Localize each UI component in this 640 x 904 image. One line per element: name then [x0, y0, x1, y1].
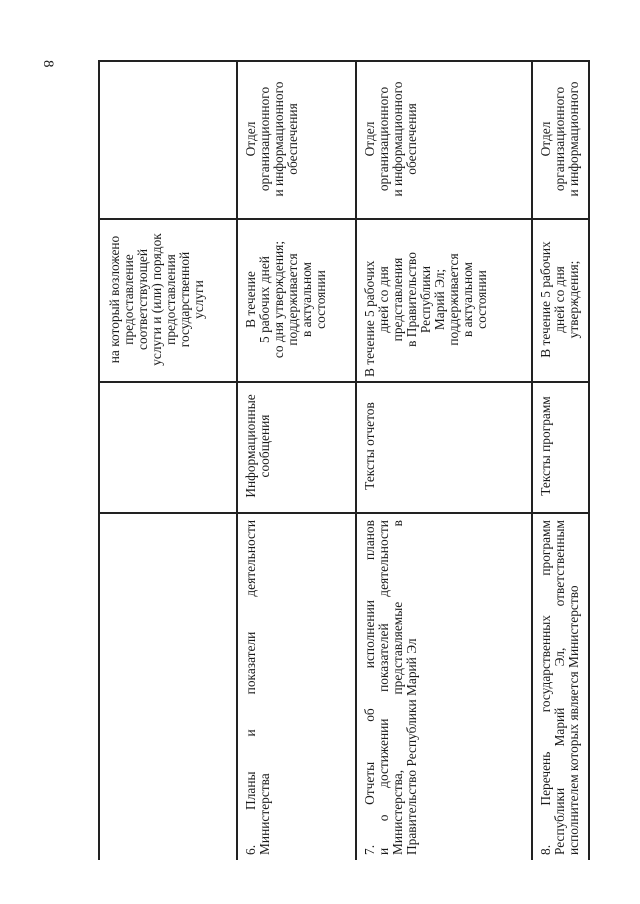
cell-line: организационного	[257, 86, 272, 192]
cell-type	[244, 386, 272, 506]
cell-line: организационного	[552, 86, 567, 192]
cell-line: и информационного	[566, 81, 581, 197]
cell-line: организационного	[376, 86, 391, 192]
cell-line: обеспечения	[285, 103, 300, 175]
cell-type	[539, 386, 553, 506]
cell-line: и информационного	[271, 81, 286, 197]
cell-line: состоянии	[313, 270, 328, 329]
cell-line: со дня утверждения;	[271, 240, 286, 359]
cell-line: поддерживается	[446, 253, 461, 346]
cell-line: представления	[390, 257, 405, 342]
cell-line: Информационные	[243, 394, 258, 498]
cell-responsible	[244, 64, 300, 214]
cell-line: 7. Отчеты об исполнении планов	[362, 520, 377, 855]
column-divider	[98, 218, 589, 220]
cell-line: дней со дня	[552, 266, 567, 333]
cell-line: 5 рабочих дней	[257, 256, 272, 343]
table-border-left	[98, 60, 100, 860]
cell-line: Республики Марий Эл, ответственным	[552, 520, 567, 855]
cell-line: в актуальном	[299, 261, 314, 338]
cell-line: Тексты отчетов	[362, 402, 377, 490]
cell-line: в Правительство	[404, 252, 419, 347]
cell-term	[363, 222, 489, 377]
cell-name	[363, 520, 419, 855]
cell-line: 6. Планы и показатели деятельности	[243, 520, 258, 855]
cell-line: исполнителем которых является Министерство	[566, 585, 581, 855]
page-number: 8	[40, 60, 56, 68]
table-border-right	[588, 60, 590, 860]
row-divider	[531, 60, 533, 860]
cell-line: и информационного	[390, 81, 405, 197]
cell-responsible	[363, 64, 419, 214]
table-border-top	[98, 60, 589, 62]
cell-line: и о достижении показателей деятельности	[376, 520, 391, 855]
column-divider	[98, 381, 589, 383]
cell-line: услуги	[191, 280, 206, 319]
cell-line: Отдел	[362, 121, 377, 157]
cell-line: услуги и (или) порядок	[149, 233, 164, 366]
cell-line: Марий Эл;	[432, 268, 447, 331]
cell-line: государственной	[177, 251, 192, 348]
cell-line: в актуальном	[460, 261, 475, 338]
cell-term	[108, 222, 206, 377]
cell-line: утверждения;	[566, 260, 581, 339]
cell-line: на который возложено	[107, 235, 122, 364]
cell-line: состоянии	[474, 270, 489, 329]
cell-name	[539, 520, 581, 855]
cell-line: Отдел	[243, 121, 258, 157]
cell-term	[244, 222, 328, 377]
cell-line: В течение 5 рабочих	[362, 260, 377, 377]
cell-line: Отдел	[538, 121, 553, 157]
cell-line: Правительство Республики Марий Эл	[404, 638, 419, 855]
cell-line: соответствующей	[135, 249, 150, 350]
cell-line: Министерства	[257, 773, 272, 855]
column-divider	[98, 512, 589, 514]
cell-line: В течение	[243, 271, 258, 328]
cell-line: предоставление	[121, 254, 136, 345]
cell-line: дней со дня	[376, 266, 391, 333]
cell-responsible	[539, 64, 581, 214]
cell-name	[244, 520, 272, 855]
cell-line: поддерживается	[285, 253, 300, 346]
row-divider	[355, 60, 357, 860]
cell-line: В течение 5 рабочих	[538, 241, 553, 358]
cell-line: Республики	[418, 265, 433, 334]
cell-line: Тексты программ	[538, 396, 553, 496]
cell-line: сообщения	[257, 414, 272, 478]
cell-line: предоставления	[163, 254, 178, 345]
cell-line: обеспечения	[404, 103, 419, 175]
cell-line: 8. Перечень государственных программ	[538, 520, 553, 855]
cell-type	[363, 386, 377, 506]
cell-term	[539, 222, 581, 377]
cell-line: Министерства, представляемые в	[390, 520, 405, 855]
row-divider	[236, 60, 238, 860]
